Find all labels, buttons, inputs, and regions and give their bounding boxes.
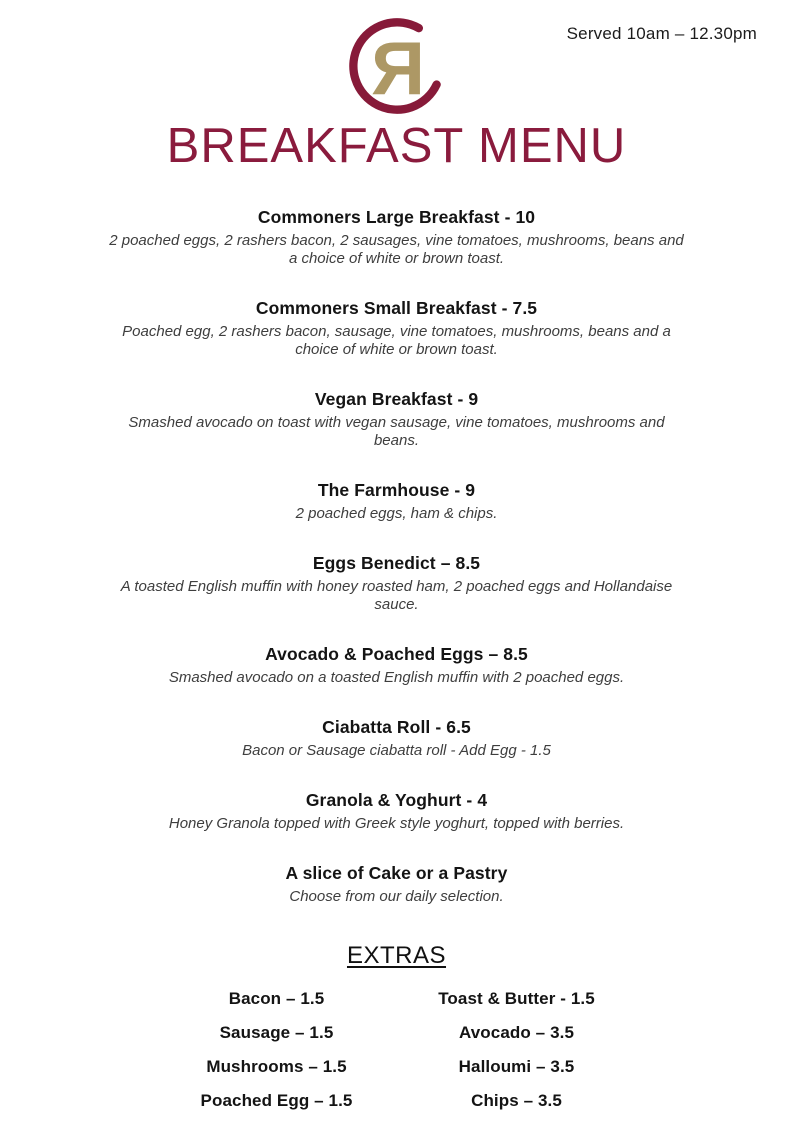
- item-name: Vegan Breakfast - 9: [314, 389, 479, 409]
- menu-item: [107, 790, 687, 833]
- item-name: Avocado & Poached Eggs – 8.5: [265, 644, 528, 664]
- page-title: BREAKFAST MENU: [166, 119, 627, 173]
- item-description: Bacon or Sausage ciabatta roll - Add Egg - 1.5: [242, 742, 551, 759]
- menu-item: [107, 644, 687, 687]
- menu-item: [107, 480, 687, 523]
- extras-list: [157, 988, 637, 1111]
- logo-monogram-letter: Я: [370, 26, 425, 111]
- extra-item: Mushrooms – 1.5: [206, 1057, 347, 1076]
- menu-item: [107, 298, 687, 359]
- item-description: Choose from our daily selection.: [289, 888, 504, 905]
- item-name: Ciabatta Roll - 6.5: [322, 717, 471, 737]
- item-name: The Farmhouse - 9: [317, 480, 476, 500]
- item-description: A toasted English muffin with honey roasted ham, 2 poached eggs and Hollandaise sauce.: [120, 578, 673, 613]
- item-description: Honey Granola topped with Greek style yoghurt, topped with berries.: [168, 815, 625, 832]
- item-description: Smashed avocado on toast with vegan sausage, vine tomatoes, mushrooms and beans.: [128, 414, 665, 449]
- extras-title: EXTRAS: [346, 942, 447, 969]
- menu-items-list: [107, 207, 687, 906]
- extra-item: Poached Egg – 1.5: [200, 1091, 353, 1110]
- menu-item: [107, 717, 687, 760]
- extra-item: Sausage – 1.5: [219, 1023, 334, 1042]
- extra-item: Halloumi – 3.5: [458, 1057, 575, 1076]
- item-name: Granola & Yoghurt - 4: [305, 790, 488, 810]
- item-name: Commoners Small Breakfast - 7.5: [255, 298, 538, 318]
- logo-icon: [345, 14, 449, 118]
- item-name: A slice of Cake or a Pastry: [285, 863, 508, 883]
- extra-item: Avocado – 3.5: [459, 1023, 574, 1042]
- extra-item: Chips – 3.5: [471, 1091, 562, 1110]
- menu-item: [107, 207, 687, 268]
- brand-logo: [345, 14, 449, 118]
- serving-times: Served 10am – 12.30pm: [566, 24, 757, 43]
- item-description: 2 poached eggs, ham & chips.: [295, 505, 498, 522]
- item-description: Smashed avocado on a toasted English muffin with 2 poached eggs.: [168, 669, 625, 686]
- item-name: Eggs Benedict – 8.5: [312, 553, 481, 573]
- extra-item: Toast & Butter - 1.5: [438, 989, 595, 1008]
- item-description: Poached egg, 2 rashers bacon, sausage, vine tomatoes, mushrooms, beans and a choice of white or brown toast.: [122, 323, 671, 358]
- extra-item: Bacon – 1.5: [228, 989, 325, 1008]
- menu-item: [107, 389, 687, 450]
- item-description: 2 poached eggs, 2 rashers bacon, 2 sausages, vine tomatoes, mushrooms, beans and a choice of white or brown toast.: [109, 232, 684, 267]
- menu-item: [107, 863, 687, 906]
- menu-item: [107, 553, 687, 614]
- item-name: Commoners Large Breakfast - 10: [257, 207, 536, 227]
